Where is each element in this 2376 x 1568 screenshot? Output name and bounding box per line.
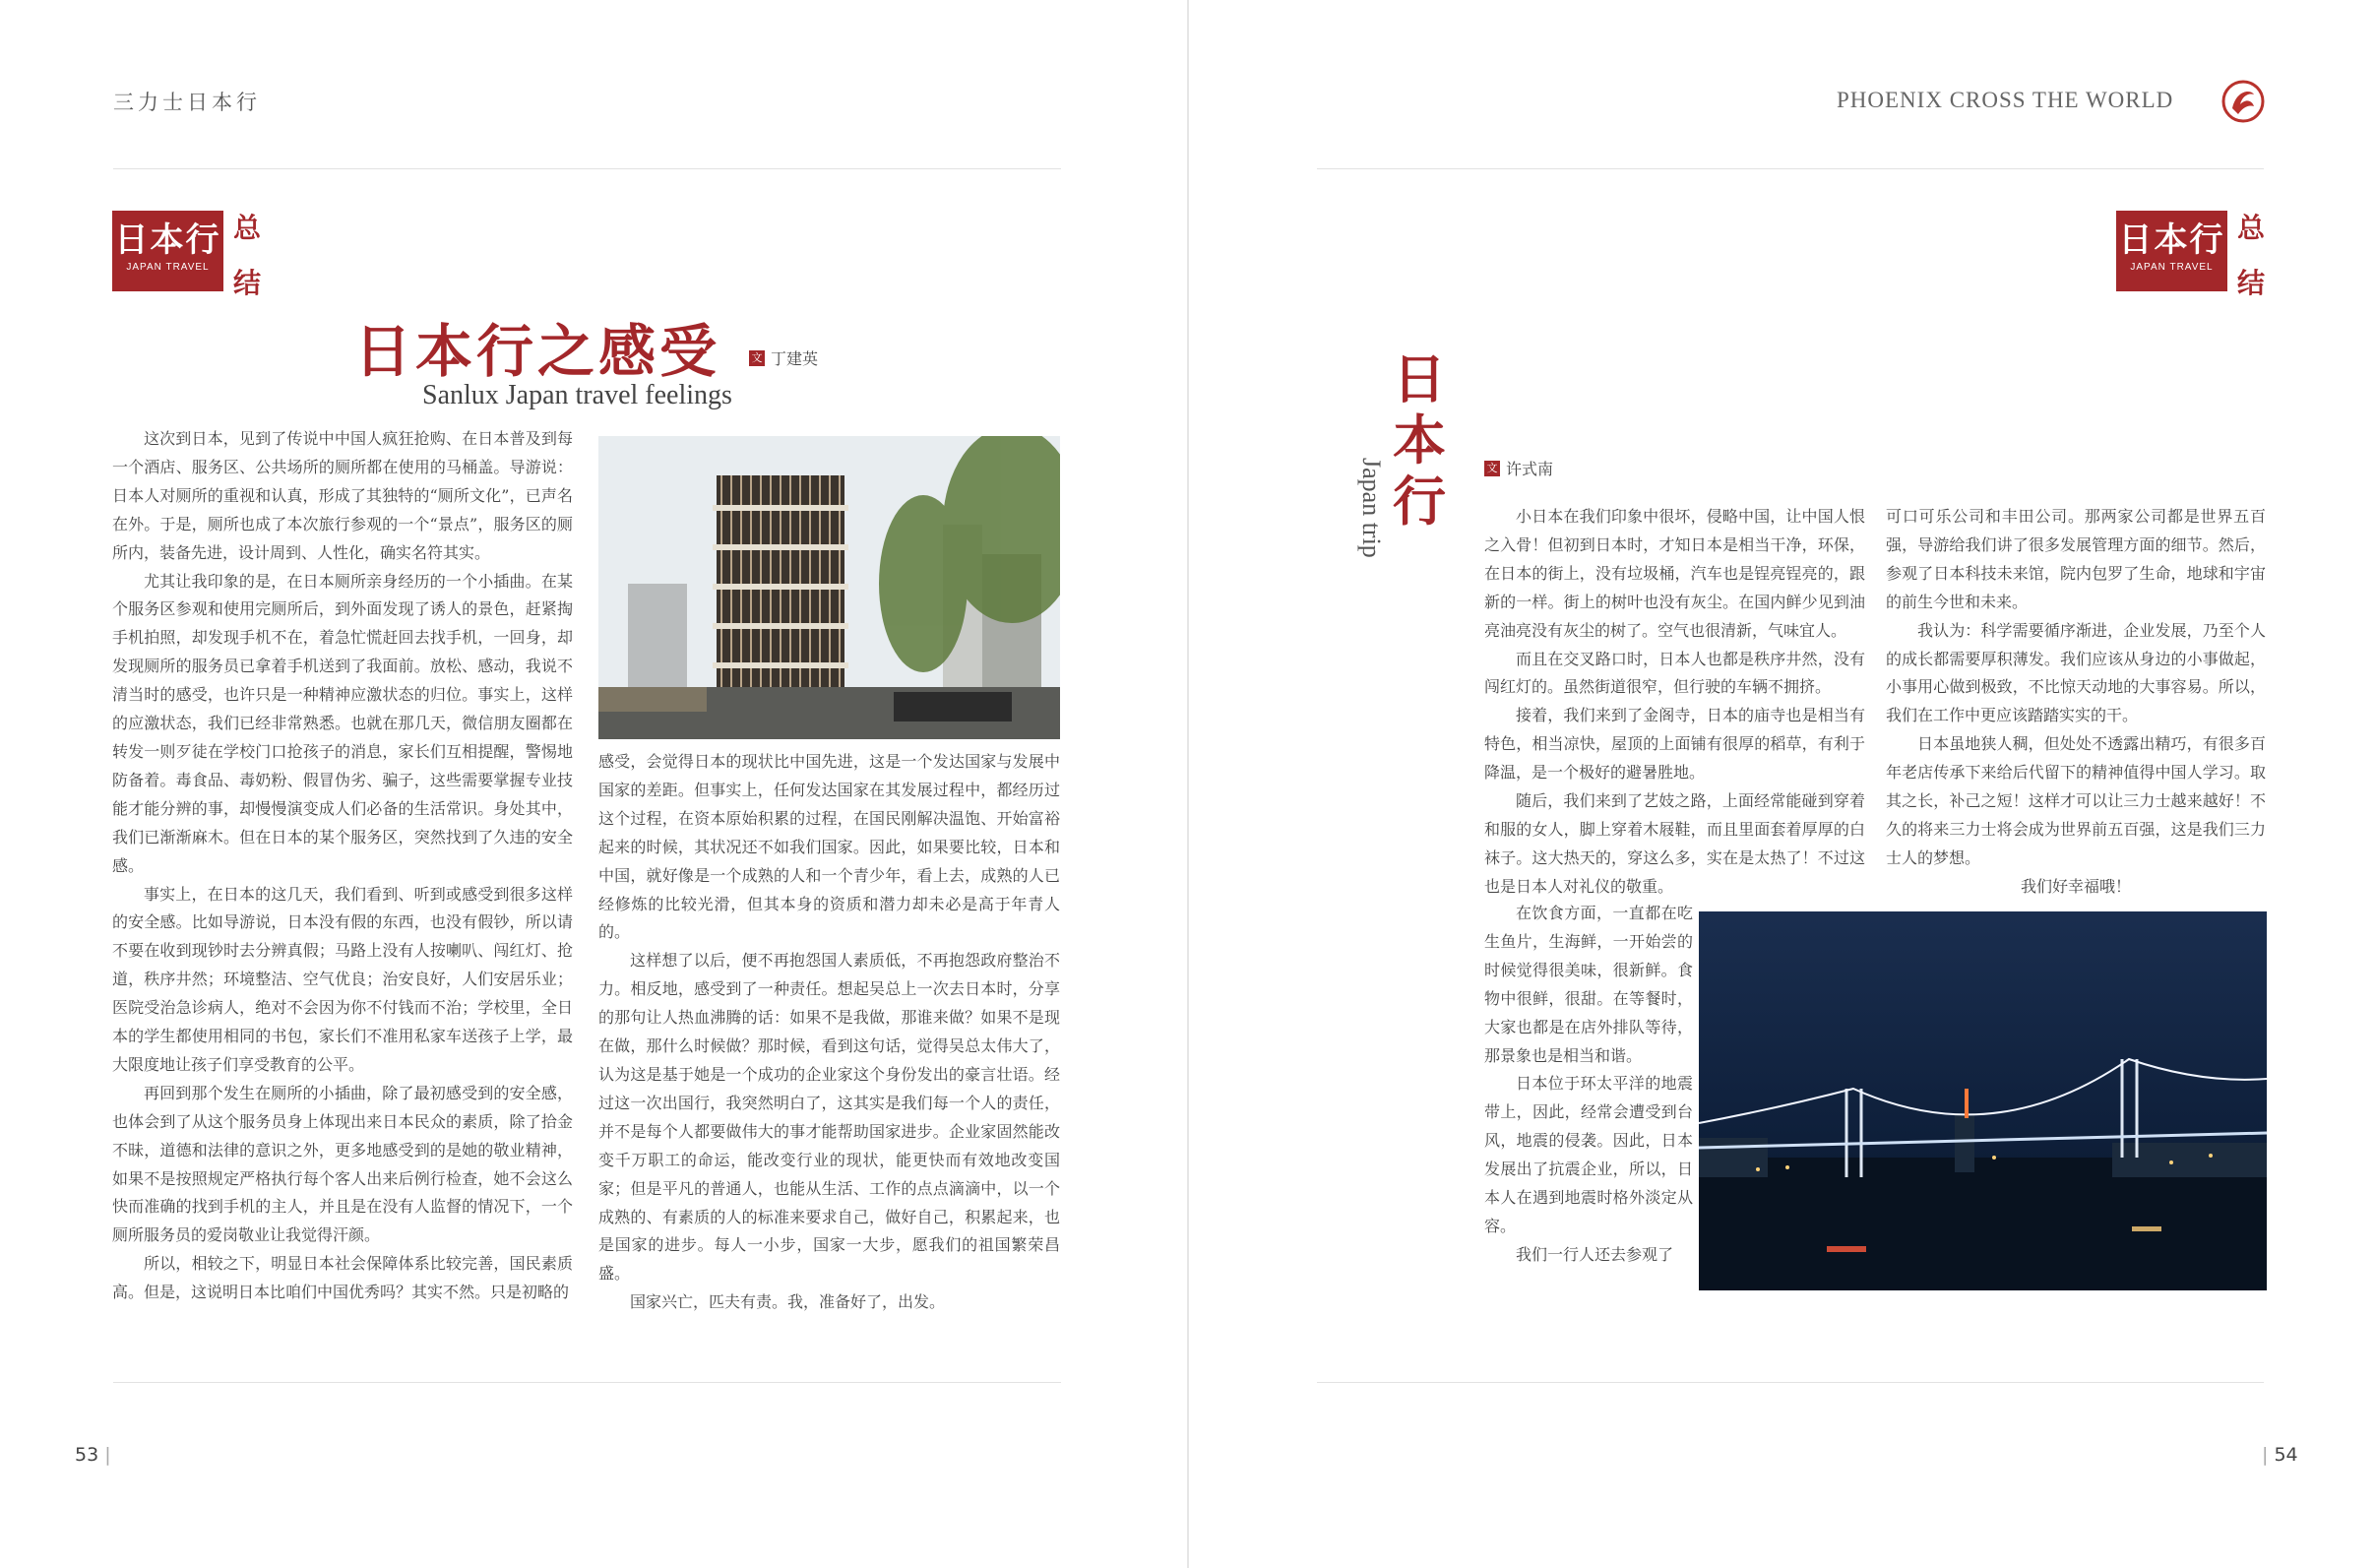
right-page [1189,0,2376,1568]
badge-subtitle: JAPAN TRAVEL [126,262,210,273]
paragraph: 可口可乐公司和丰田公司。那两家公司都是世界五百强，导游给我们讲了很多发展管理方面的细节。然后，参观了日本科技未来馆，院内包罗了生命，地球和宇宙的前生今世和未来。 [1886,507,2266,611]
left-page [0,0,1187,1568]
article-title-cn: 日本行之感受 [354,318,721,385]
author-mark: 文 [1484,461,1500,476]
title-char: 日 [1393,348,1446,410]
japan-travel-badge-right [2116,211,2227,291]
page-number-text: 53 [75,1444,99,1466]
tag-char: 总 [2236,212,2265,244]
badge-subtitle: JAPAN TRAVEL [2130,262,2214,273]
paragraph: 日本位于环太平洋的地震带上，因此，经常会遭受到台风，地震的侵袭。因此，日本发展出了抗震企业，所以，日本人在遇到地震时格外淡定从容。 [1484,1074,1693,1235]
paragraph: 这样想了以后，便不再抱怨国人素质低，不再抱怨政府整治不力。相反地，感受到了一种责任。想起吴总上一次去日本时，分享的那句让人热血沸腾的话：如果不是我做，那谁来做？如果不是现在做，那什么时候做？那时候，看到这句话，觉得吴总太伟大了，认为这是基于她是一个成功的企业家这个身份发出的豪言壮语。经过这一次出国行，我突然明白了，这其实是我们每一个人的责任，并不是每个人都要做伟大的事才能帮助国家进步。企业家固然能改变千万职工的命运，能改变行业的现状，能更快而有效地改变国家；但是平凡的普通人，也能从生活、工作的点点滴滴中，以一个成熟的、有素质的人的标准来要求自己，做好自己，积累起来，也是国家的进步。每人一小步，国家一大步，愿我们的祖国繁荣昌盛。 [598,951,1060,1284]
tag-char: 结 [232,267,261,299]
paragraph: 我认为：科学需要循序渐进，企业发展，乃至个人的成长都需要厚积薄发。我们应该从身边的小事做起，小事用心做到极致，不比惊天动地的大事容易。所以，我们在工作中更应该踏踏实实的干。 [1886,620,2266,725]
article-title-en: Sanlux Japan travel feelings [422,380,732,410]
building-photo [598,436,1060,739]
article-column-1-narrow [1484,900,1693,1270]
running-head-right: PHOENIX CROSS THE WORLD [1837,88,2174,112]
header-rule-right [1317,168,2264,169]
article-column-2-right [1886,503,2266,902]
paragraph: 我们好幸福哦！ [2020,876,2131,896]
article-column-1-right [1484,503,1865,902]
summary-tag-right [2234,201,2268,311]
phoenix-logo-icon [2220,79,2266,124]
paragraph: 事实上，在日本的这几天，我们看到、听到或感受到很多这样的安全感。比如导游说，日本没有假的东西，也没有假钞，所以请不要在收到现钞时去分辨真假；马路上没有人按喇叭、闯红灯、抢道，秩序井然；环境整洁、空气优良；治安良好，人们安居乐业；医院受治急诊病人，绝对不会因为你不付钱而不治；学校里，全日本的学生都使用相同的书包，家长们不准用私家车送孩子上学，最大限度地让孩子们享受教育的公平。 [112,884,573,1074]
paragraph: 国家兴亡，匹夫有责。我，准备好了，出发。 [630,1292,946,1312]
tag-char: 结 [2236,267,2265,299]
paragraph: 这次到日本，见到了传说中中国人疯狂抢购、在日本普及到每一个酒店、服务区、公共场所的厕所都在使用的马桶盖。导游说：日本人对厕所的重视和认真，形成了其独特的“厕所文化”，已声名在外。于是，厕所也成了本次旅行参观的一个“景点”，服务区的厕所内，装备先进，设计周到、人性化，确实名符其实。 [112,429,573,562]
page-number-right: | 54 [2262,1444,2298,1466]
author-name: 丁建英 [771,349,819,368]
paragraph: 而且在交叉路口时，日本人也都是秩序井然，没有闯红灯的。虽然街道很窄，但行驶的车辆不拥挤。 [1484,649,1865,697]
paragraph: 随后，我们来到了艺妓之路，上面经常能碰到穿着和服的女人，脚上穿着木屐鞋，而且里面套着厚厚的白袜子。这大热天的，穿这么多，实在是太热了！不过这也是日本人对礼仪的敬重。 [1484,791,1865,896]
badge-title: 日本行 [114,220,221,260]
author-name: 许式南 [1506,460,1554,478]
building-illustration [598,436,1060,739]
paragraph: 在饮食方面，一直都在吃生鱼片，生海鲜，一开始尝的时候觉得很美味，很新鲜。食物中很鲜，很甜。在等餐时，大家也都是在店外排队等待，那景象也是相当和谐。 [1484,904,1693,1065]
paragraph: 再回到那个发生在厕所的小插曲，除了最初感受到的安全感，也体会到了从这个服务员身上体现出来日本民众的素质，除了拾金不昧，道德和法律的意识之外，更多地感受到的是她的敬业精神，如果不是按照规定严格执行每个客人出来后例行检查，她不会这么快而准确的找到手机的主人，并且是在没有人监督的情况下，一个厕所服务员的爱岗敬业让我觉得汗颜。 [112,1083,573,1245]
article-column-2 [598,748,1060,1317]
footer-rule-left [113,1382,1061,1383]
paragraph: 感受，会觉得日本的现状比中国先进，这是一个发达国家与发展中国家的差距。但事实上，任何发达国家在其发展过程中，都经历过这个过程，在资本原始积累的过程，在国民刚解决温饱、开始富裕起来的时候，其状况还不如我们国家。因此，如果要比较，日本和中国，就好像是一个成熟的人和一个青少年，看上去，成熟的人已经修炼的比较光滑，但其本身的资质和潜力却未必是高于年青人的。 [598,752,1060,942]
badge-title: 日本行 [2118,220,2225,260]
vertical-title-cn [1390,349,1449,533]
paragraph: 所以，相较之下，明显日本社会保障体系比较完善，国民素质高。但是，这说明日本比咱们中国优秀吗？其实不然。只是初略的 [112,1254,573,1302]
header-rule-left [113,168,1061,169]
title-char: 行 [1393,470,1446,533]
bridge-illustration [1699,911,2267,1290]
article-column-1 [112,425,573,1307]
page-number-text: 54 [2274,1444,2298,1466]
title-char: 本 [1393,409,1446,471]
running-head-left: 三力士日本行 [113,91,261,114]
author-byline-right [1484,457,1553,479]
author-byline-left [749,346,818,369]
rainbow-bridge-photo [1699,911,2267,1290]
paragraph: 尤其让我印象的是，在日本厕所亲身经历的一个小插曲。在某个服务区参观和使用完厕所后，到外面发现了诱人的景色，赶紧掏手机拍照，却发现手机不在，着急忙慌赶回去找手机，一回身，却发现厕所的服务员已拿着手机送到了我面前。放松、感动，我说不清当时的感受，也许只是一种精神应激状态的归位。事实上，这样的应激状态，我们已经非常熟悉。也就在那几天，微信朋友圈都在转发一则歹徒在学校门口抢孩子的消息，家长们互相提醒，警惕地防备着。毒食品、毒奶粉、假冒伪劣、骗子，这些需要掌握专业技能才能分辨的事，却慢慢演变成人们必备的生活常识。身处其中，我们已渐渐麻木。但在日本的某个服务区，突然找到了久违的安全感。 [112,571,573,875]
paragraph: 日本虽地狭人稠，但处处不透露出精巧，有很多百年老店传承下来给后代留下的精神值得中国人学习。取其之长，补己之短！这样才可以让三力士越来越好！不久的将来三力士将会成为世界前五百强，这是我们三力士人的梦想。 [1886,734,2266,867]
paragraph: 接着，我们来到了金阁寺，日本的庙寺也是相当有特色，相当凉快，屋顶的上面铺有很厚的稻草，有利于降温，是一个极好的避暑胜地。 [1484,706,1865,783]
author-mark: 文 [749,350,765,366]
vertical-title-en: Japan trip [1357,458,1386,558]
footer-rule-right [1317,1382,2264,1383]
tag-char: 总 [232,212,261,244]
japan-travel-badge-left [112,211,223,291]
summary-tag-left [230,201,264,311]
page-number-left: 53 | [75,1444,111,1466]
paragraph: 小日本在我们印象中很坏，侵略中国，让中国人恨之入骨！但初到日本时，才知日本是相当干净，环保，在日本的街上，没有垃圾桶，汽车也是锃亮锃亮的，跟新的一样。街上的树叶也没有灰尘。在国内鲜少见到油亮油亮没有灰尘的树了。空气也很清新，气味宜人。 [1484,507,1865,640]
paragraph: 我们一行人还去参观了 [1516,1244,1674,1264]
